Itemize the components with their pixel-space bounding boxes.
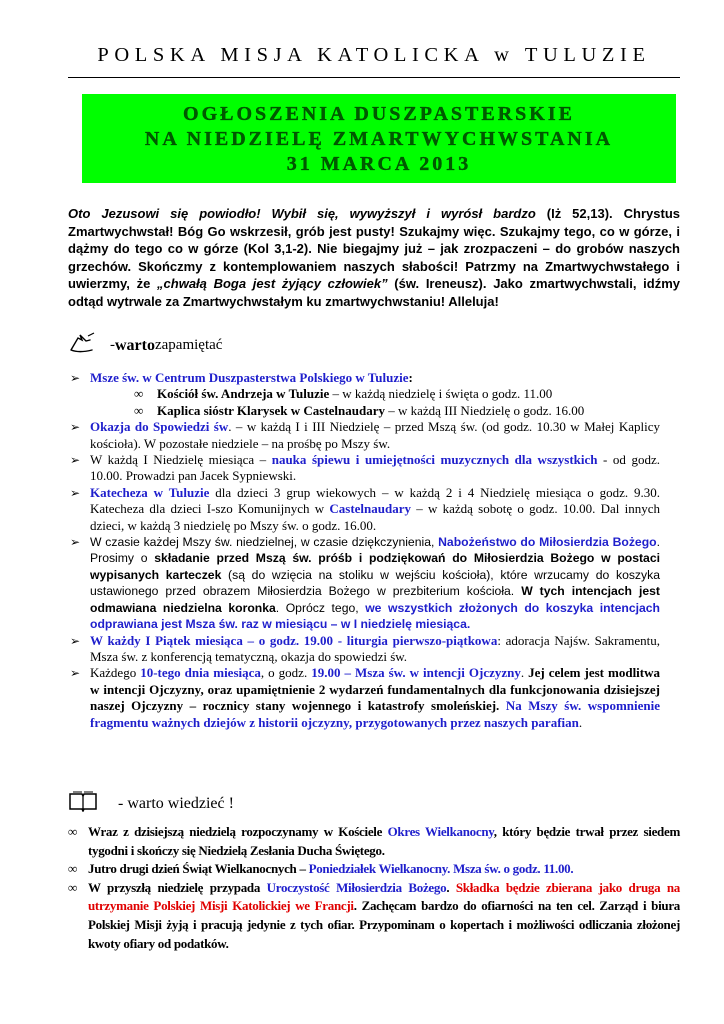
item-blue: 19.00 – Msza św. w intencji Ojczyzny (311, 665, 521, 681)
item-text: (są do wzięcia na stoliku w wejściu kościoła), które wrzucamy do koszyka ustawionego przed obrazem Miłosierdzia Bożego w prezbiterium kościoła. (90, 567, 660, 599)
arrow-bullet-icon: ➢ (70, 666, 81, 681)
sub-text: – w każdą III Niedzielę o godz. 16.00 (385, 402, 585, 418)
item-text: . Prosimy o (90, 535, 660, 566)
item-blue: Okazja do Spowiedzi św (90, 419, 229, 435)
list-item (68, 823, 680, 860)
arrow-bullet-icon: ➢ (70, 371, 81, 385)
arrow-bullet-icon: ➢ (70, 633, 81, 648)
infinity-bullet-icon: ∞ (68, 861, 77, 877)
item-blue: nauka śpiewu i umiejętności muzycznych dla wszystkich (271, 452, 598, 468)
infinity-bullet-icon: ∞ (134, 386, 144, 402)
header-divider (68, 77, 680, 78)
item-blue: Poniedziałek Wielkanocny. Msza św. o godz. 11.00. (308, 861, 574, 877)
list-item (68, 370, 660, 386)
item-text: – w każdą sobotę o godz. 10.00. Dal innych dzieci, w każdą 3 niedzielę po Mszy św. o godz. 16.00. (90, 501, 661, 533)
item-blue: 10-tego dnia miesiąca (140, 665, 261, 681)
open-book-icon (68, 790, 98, 817)
item-blue: we wszystkich złożonych do koszyka intencjach odprawiana jest Msza św. raz w miesiącu – w I niedzielę miesiąca. (90, 600, 660, 632)
info-list (68, 823, 680, 953)
section-dash: - (110, 337, 115, 353)
item-bold: Jej celem jest modlitwa w intencji Ojczyzny, oraz upamiętnienie 2 wydarzeń fundamentalnych dla funkcjonowania dzisiejszej naszej Ojczyzny – rocznicy stany wojennego i katastrofy smoleńskiej. (90, 665, 661, 714)
item-text: : adoracja Najśw. Sakramentu, Msza św. z konferencją tematyczną, okazja do spowiedzi św. (90, 632, 660, 664)
item-text: . – w każdą I i III Niedzielę – przed Mszą św. (od godz. 10.30 w Małej Kaplicy kościoła). W pozostałe niedziele – na prośbę po Mszy św. (90, 419, 660, 451)
item-text: . Zachęcam bardzo do ofiarności na ten cel. Zarząd i biura Polskiej Misji żyją i pracują jedynie z tych ofiar. Przypominam o kopertach i możliwości odliczania złożonej kwoty ofiary od podatków. (88, 898, 681, 951)
item-link-text: Msze św. w Centrum Duszpasterstwa Polskiego w Tuluzie (90, 370, 409, 385)
item-text: . (446, 879, 456, 895)
item-text: W przyszłą niedzielę przypada (88, 879, 267, 895)
intro-quote: Oto Jezusowi się powiodło! Wybił się, wywyższył i wyrósł bardzo (68, 206, 536, 221)
item-text: . (520, 665, 529, 681)
list-item (68, 879, 680, 953)
item-red: Składka będzie zbierana jako druga na utrzymanie Polskiej Misji Katolickiej we Francji (88, 879, 680, 914)
section-bold-word: warto (115, 336, 155, 354)
item-text: , który będzie trwał przez siedem tygodni i skończy się Niedzielą Zesłania Ducha Świętego. (88, 824, 680, 858)
intro-paragraph (68, 205, 680, 310)
sub-text: – w każdą niedzielę i święta o godz. 11.00 (329, 386, 553, 402)
arrow-bullet-icon: ➢ (70, 485, 81, 500)
sub-bold: Kościół św. Andrzeja w Tuluzie (157, 386, 330, 402)
arrow-bullet-icon: ➢ (70, 453, 81, 468)
hand-writing-icon (68, 332, 96, 359)
item-text: , o godz. (260, 665, 312, 681)
intro-quote-2: „chwałą Boga jest żyjący człowiek” (157, 276, 388, 291)
list-item (68, 419, 660, 452)
list-item (68, 534, 660, 632)
section-heading-know (68, 790, 234, 817)
item-text: . (578, 714, 583, 730)
item-bold: W tych intencjach jest odmawiana niedzielna koronka (90, 584, 660, 615)
arrow-bullet-icon: ➢ (70, 535, 81, 550)
item-text: - od godz. 10.00. Prowadzi pan Jacek Sypniewski. (90, 452, 660, 484)
item-blue: Nabożeństwo do Miłosierdzia Bożego (438, 535, 657, 550)
list-item (68, 665, 660, 731)
item-blue: Uroczystość Miłosierdzia Bożego (266, 879, 447, 895)
list-item (68, 452, 660, 485)
page-header: POLSKA MISJA KATOLICKA w TULUZIE (97, 44, 651, 66)
intro-text-2: (św. Ireneusz). Jako zmartwychwstali, idźmy odtąd wytrwale za Zmartwychwstałym ku zmartwychwstaniu! Alleluja! (68, 276, 681, 309)
sub-list-item (68, 386, 660, 402)
item-text: W czasie każdej Mszy św. niedzielnej, w czasie dziękczynienia, (90, 535, 439, 550)
item-text: Wraz z dzisiejszą niedzielą rozpoczynamy w Kościele (88, 824, 388, 839)
item-text: W każdą I Niedzielę miesiąca – (90, 452, 272, 468)
item-text: Jutro drugi dzień Świąt Wielkanocnych – (88, 861, 309, 877)
item-blue: Okres Wielkanocny (387, 824, 494, 839)
section-label: - warto wiedzieć ! (118, 794, 234, 812)
section-heading-remember (68, 332, 222, 359)
intro-text-1: (Iż 52,13). Chrystus Zmartwychwstał! Bóg Go wskrzesił, grób jest pusty! Szukajmy więc. Szukajmy tego, co w górze, i dążmy do tego co w górze (Kol 3,1-2). Nie biegajmy już – jak zrozpaczeni – do grobów naszych grzechów. Skończmy z kontemplowaniem naszych słabości! Patrzmy na Zmartwychwstałego i uwierzmy, że (68, 206, 680, 291)
item-text: : (408, 370, 413, 385)
infinity-bullet-icon: ∞ (134, 402, 144, 418)
sub-list-item (68, 403, 660, 419)
infinity-bullet-icon: ∞ (68, 879, 77, 895)
announcements-list (68, 370, 660, 731)
section-rest: zapamiętać (154, 337, 223, 353)
item-bold: składanie przed Mszą św. próśb i podziękowań do Miłosierdzia Bożego w postaci wypisanych karteczek (90, 551, 660, 582)
item-text: . Oprócz tego, (275, 600, 366, 615)
item-blue: Na Mszy św. wspomnienie fragmentu ważnych dziejów z historii ojczyzny, przygotowanych przez naszych parafian (90, 698, 660, 730)
infinity-bullet-icon: ∞ (68, 824, 77, 839)
list-item (68, 633, 660, 666)
list-item (68, 485, 660, 534)
item-blue: W każdy I Piątek miesiąca – o godz. 19.00 - liturgia pierwszo-piątkowa (90, 632, 498, 648)
list-item (68, 860, 680, 879)
banner-line-2: NA NIEDZIELĘ ZMARTWYCHWSTANIA (144, 128, 614, 150)
item-text: dla dzieci 3 grup wiekowych – w każdą 2 i 4 Niedzielę miesiąca o godz. 9.30. Katecheza dla dzieci I-szo Komunijnych w (90, 484, 661, 517)
item-blue: Castelnaudary (329, 501, 411, 517)
item-blue: Katecheza w Tuluzie (90, 484, 210, 500)
banner-line-3: 31 MARCA 2013 (286, 153, 472, 175)
arrow-bullet-icon: ➢ (70, 420, 81, 435)
title-banner (82, 94, 676, 183)
item-text: Każdego (90, 665, 141, 681)
banner-line-1: OGŁOSZENIA DUSZPASTERSKIE (183, 103, 575, 125)
sub-bold: Kaplica sióstr Klarysek w Castelnaudary (157, 402, 385, 418)
